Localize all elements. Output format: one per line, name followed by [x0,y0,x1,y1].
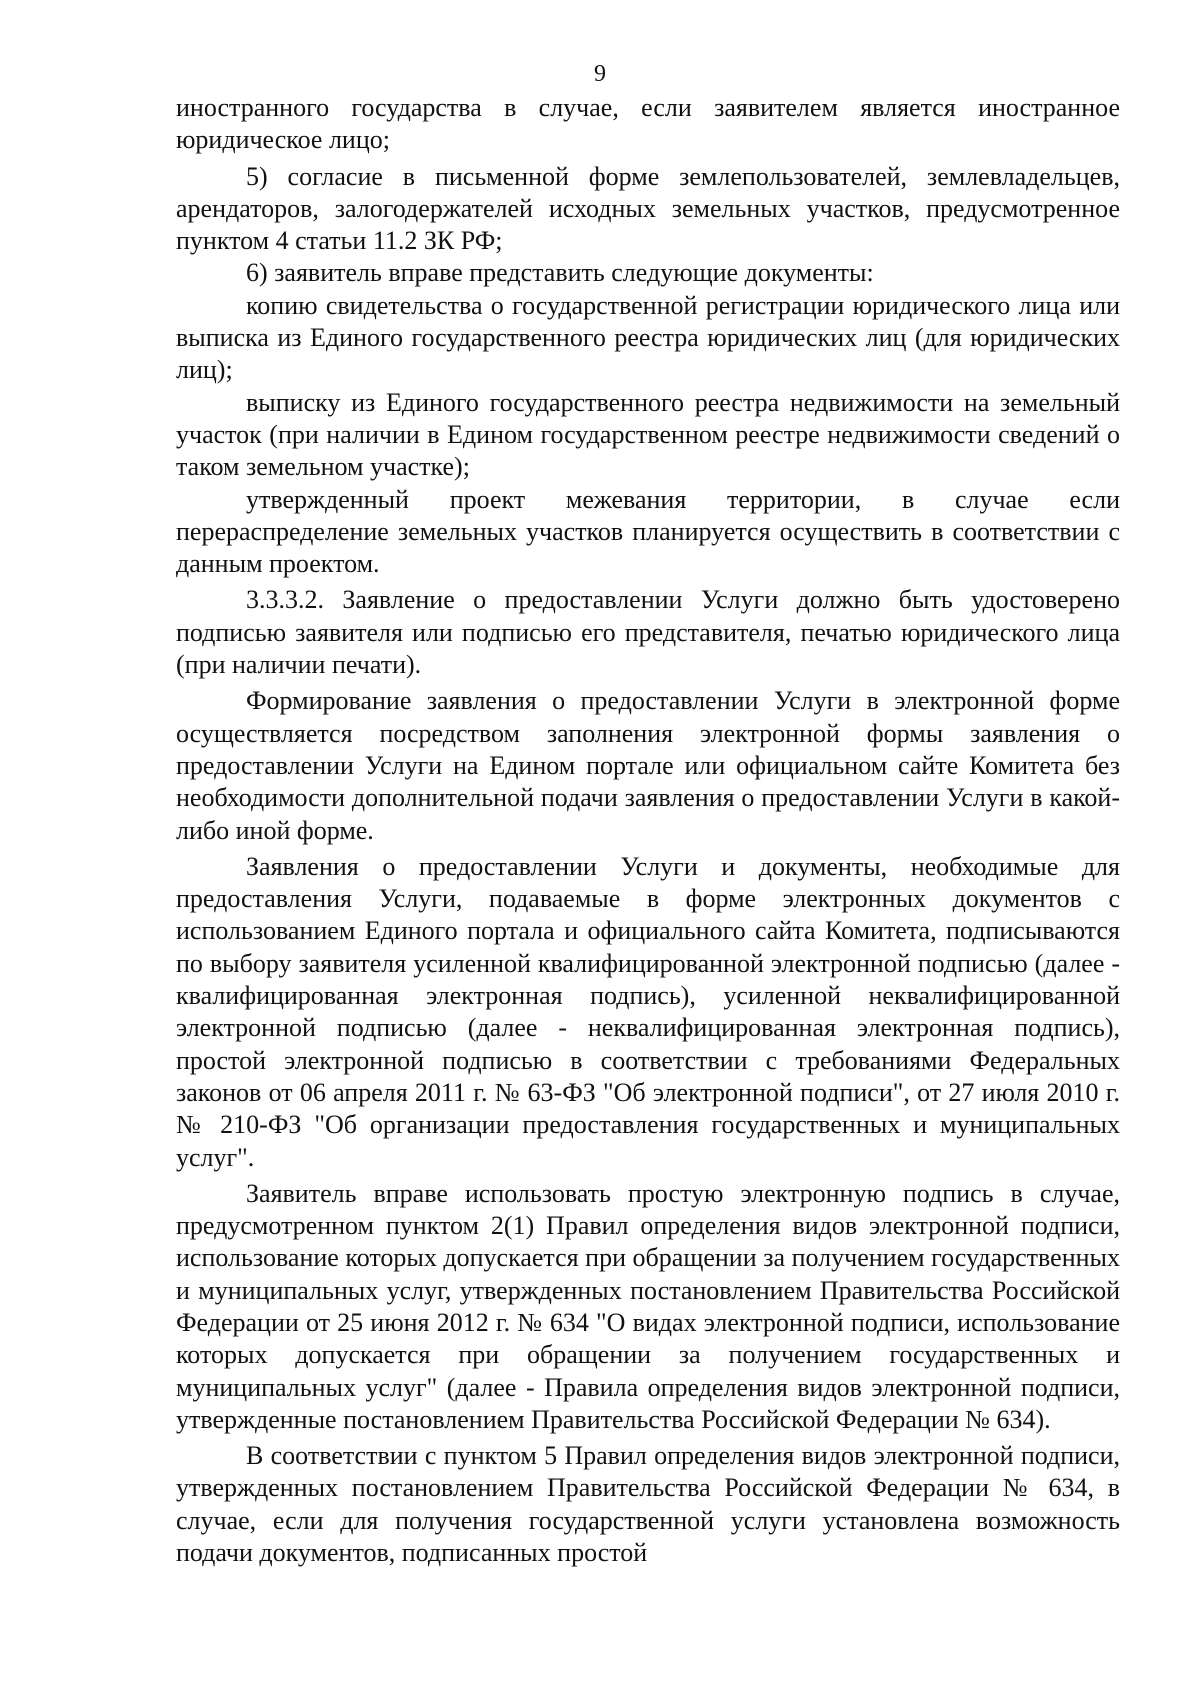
paragraph-simple-signature: Заявитель вправе использовать простую электронную подпись в случае, предусмотренном пунктом 2(1) Правил определения видов электронной подписи, использование которых допускается при обращении за получением государственных и муниципальных услуг, утвержденных постановлением Правительства Российской Федерации от 25 июня 2012 г. № 634 "О видах электронной подписи, использование которых допускается при обращении за получением государственных и муниципальных услуг" (далее - Правила определения видов электронной подписи, утвержденные постановлением Правительства Российской Федерации № 634). [176,1178,1120,1434]
paragraph-electronic-form: Формирование заявления о предоставлении Услуги в электронной форме осуществляется посредством заполнения электронной формы заявления о предоставлении Услуги на Едином портале или официальном сайте Комитета без необходимости дополнительной подачи заявления о предоставлении Услуги в какой-либо иной форме. [176,686,1120,845]
paragraph-continuation: иностранного государства в случае, если заявителем является иностранное юридическое лицо; [176,93,1120,155]
paragraph-rules-point-5: В соответствии с пунктом 5 Правил определения видов электронной подписи, утвержденных постановлением Правительства Российской Федерации № 634, в случае, если для получения государственной услуги установлена возможность подачи документов, подписанных простой [176,1441,1120,1568]
paragraph-electronic-signature: Заявления о предоставлении Услуги и документы, необходимые для предоставления Услуги, подаваемые в форме электронных документов с использованием Единого портала и официального сайта Комитета, подписываются по выбору заявителя усиленной квалифицированной электронной подписью (далее - квалифицированная электронная подпись), усиленной неквалифицированной электронной подписью (далее - неквалифицированная электронная подпись), простой электронной подписью в соответствии с требованиями Федеральных законов от 06 апреля 2011 г. № 63-ФЗ "Об электронной подписи", от 27 июля 2010 г. № 210-ФЗ "Об организации предоставления государственных и муниципальных услуг". [176,851,1120,1172]
document-body [176,92,1120,1569]
paragraph-survey-project: утвержденный проект межевания территории, в случае если перераспределение земельных участков планируется осуществить в соответствии с данным проектом. [176,484,1120,579]
paragraph-item-6-optional-documents: 6) заявитель вправе представить следующие документы: [246,258,874,288]
page-number: 9 [594,61,606,87]
paragraph-registration-certificate: копию свидетельства о государственной регистрации юридического лица или выписка из Единого государственного реестра юридических лиц (для юридических лиц); [176,290,1120,385]
paragraph-real-estate-extract: выписку из Единого государственного реестра недвижимости на земельный участок (при наличии в Едином государственном реестре недвижимости сведений о таком земельном участке); [176,387,1120,482]
paragraph-item-5-consent: 5) согласие в письменной форме землепользователей, землевладельцев, арендаторов, залогодержателей исходных земельных участков, предусмотренное пунктом 4 статьи 11.2 ЗК РФ; [176,161,1120,256]
paragraph-3-3-3-2: 3.3.3.2. Заявление о предоставлении Услуги должно быть удостоверено подписью заявителя или подписью его представителя, печатью юридического лица (при наличии печати). [176,585,1120,680]
